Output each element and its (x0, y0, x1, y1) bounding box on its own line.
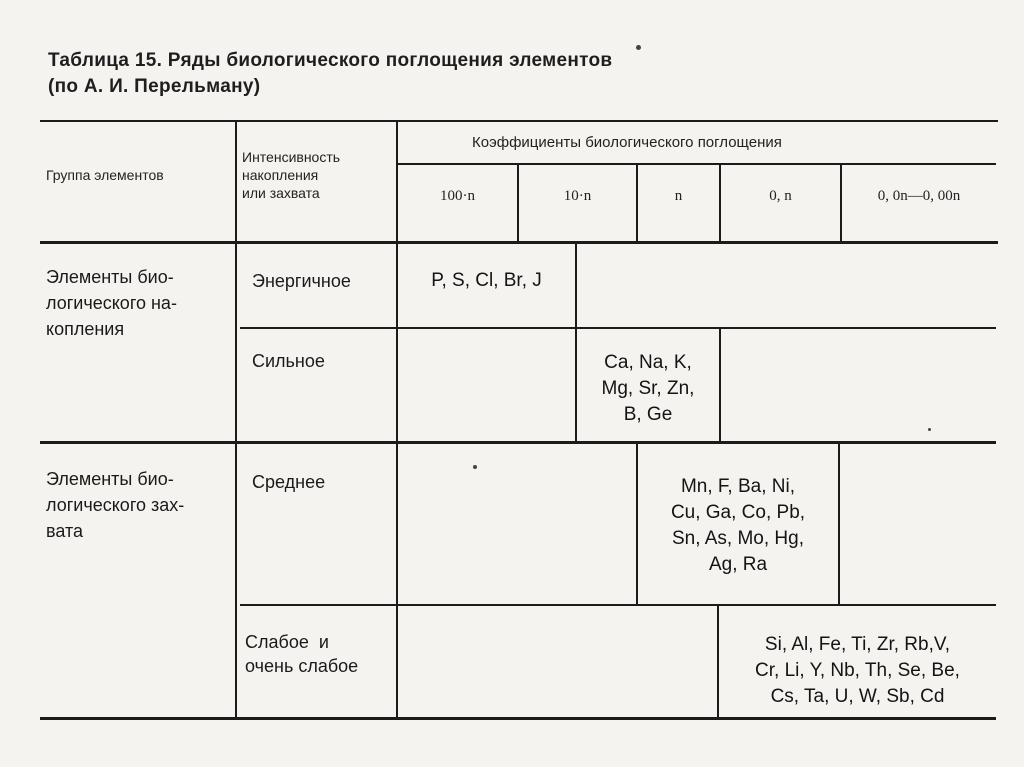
coef-col-n: n (674, 188, 683, 204)
table-bottom-rule (40, 717, 996, 720)
intensity-energetic: Энергичное (252, 271, 351, 291)
elements-row-weak: Si, Al, Fe, Ti, Zr, Rb,V, Cr, Li, Y, Nb, Th, Se, Be, Cs, Ta, U, W, Sb, Cd (755, 634, 960, 707)
elements-row-medium: Mn, F, Ba, Ni, Cu, Ga, Co, Pb, Sn, As, Mo, Hg, Ag, Ra (670, 476, 806, 575)
row-1-cell-divider (575, 244, 577, 327)
row-3-cell-divider-right (838, 444, 840, 604)
scan-speck (636, 45, 641, 50)
intensity-medium: Среднее (252, 472, 326, 492)
group-column-divider (235, 122, 237, 717)
coef-col-00n: 0, 0n—0, 00n (877, 188, 961, 204)
group-separator-rule (40, 441, 996, 444)
table-title-line-1: Таблица 15. Ряды биологического поглощения элементов (48, 50, 613, 71)
coef-col-100n: 100·n (440, 188, 475, 204)
scan-speck (928, 428, 931, 431)
group-label-capture: Элементы био- логического зах- вата (46, 469, 185, 541)
intensity-strong: Сильное (252, 351, 325, 371)
intensity-column-divider (396, 122, 398, 717)
row-3-bottom-rule (240, 604, 996, 606)
coefficients-header: Коэффициенты биологического поглощения (472, 134, 782, 151)
coef-subheader-rule (398, 163, 996, 165)
table-top-rule (40, 120, 998, 122)
row-2-cell-divider-right (719, 329, 721, 441)
table-title (48, 48, 612, 100)
group-label-accumulation: Элементы био- логического на- копления (46, 267, 177, 339)
coef-col-0n: 0, n (769, 188, 792, 204)
table-title-line-2: (по А. И. Перельману) (48, 76, 261, 97)
scan-speck (473, 465, 477, 469)
coef-col-10n: 10·n (563, 188, 592, 204)
elements-row-energetic: P, S, Cl, Br, J (431, 270, 542, 291)
header-bottom-rule (40, 241, 998, 244)
elements-row-strong: Ca, Na, K, Mg, Sr, Zn, B, Ge (601, 352, 695, 425)
intensity-column-header: Интенсивность накопления или захвата (242, 149, 341, 201)
row-1-bottom-rule (240, 327, 996, 329)
group-column-header: Группа элементов (46, 167, 164, 183)
intensity-weak: Слабое и очень слабое (245, 632, 359, 676)
